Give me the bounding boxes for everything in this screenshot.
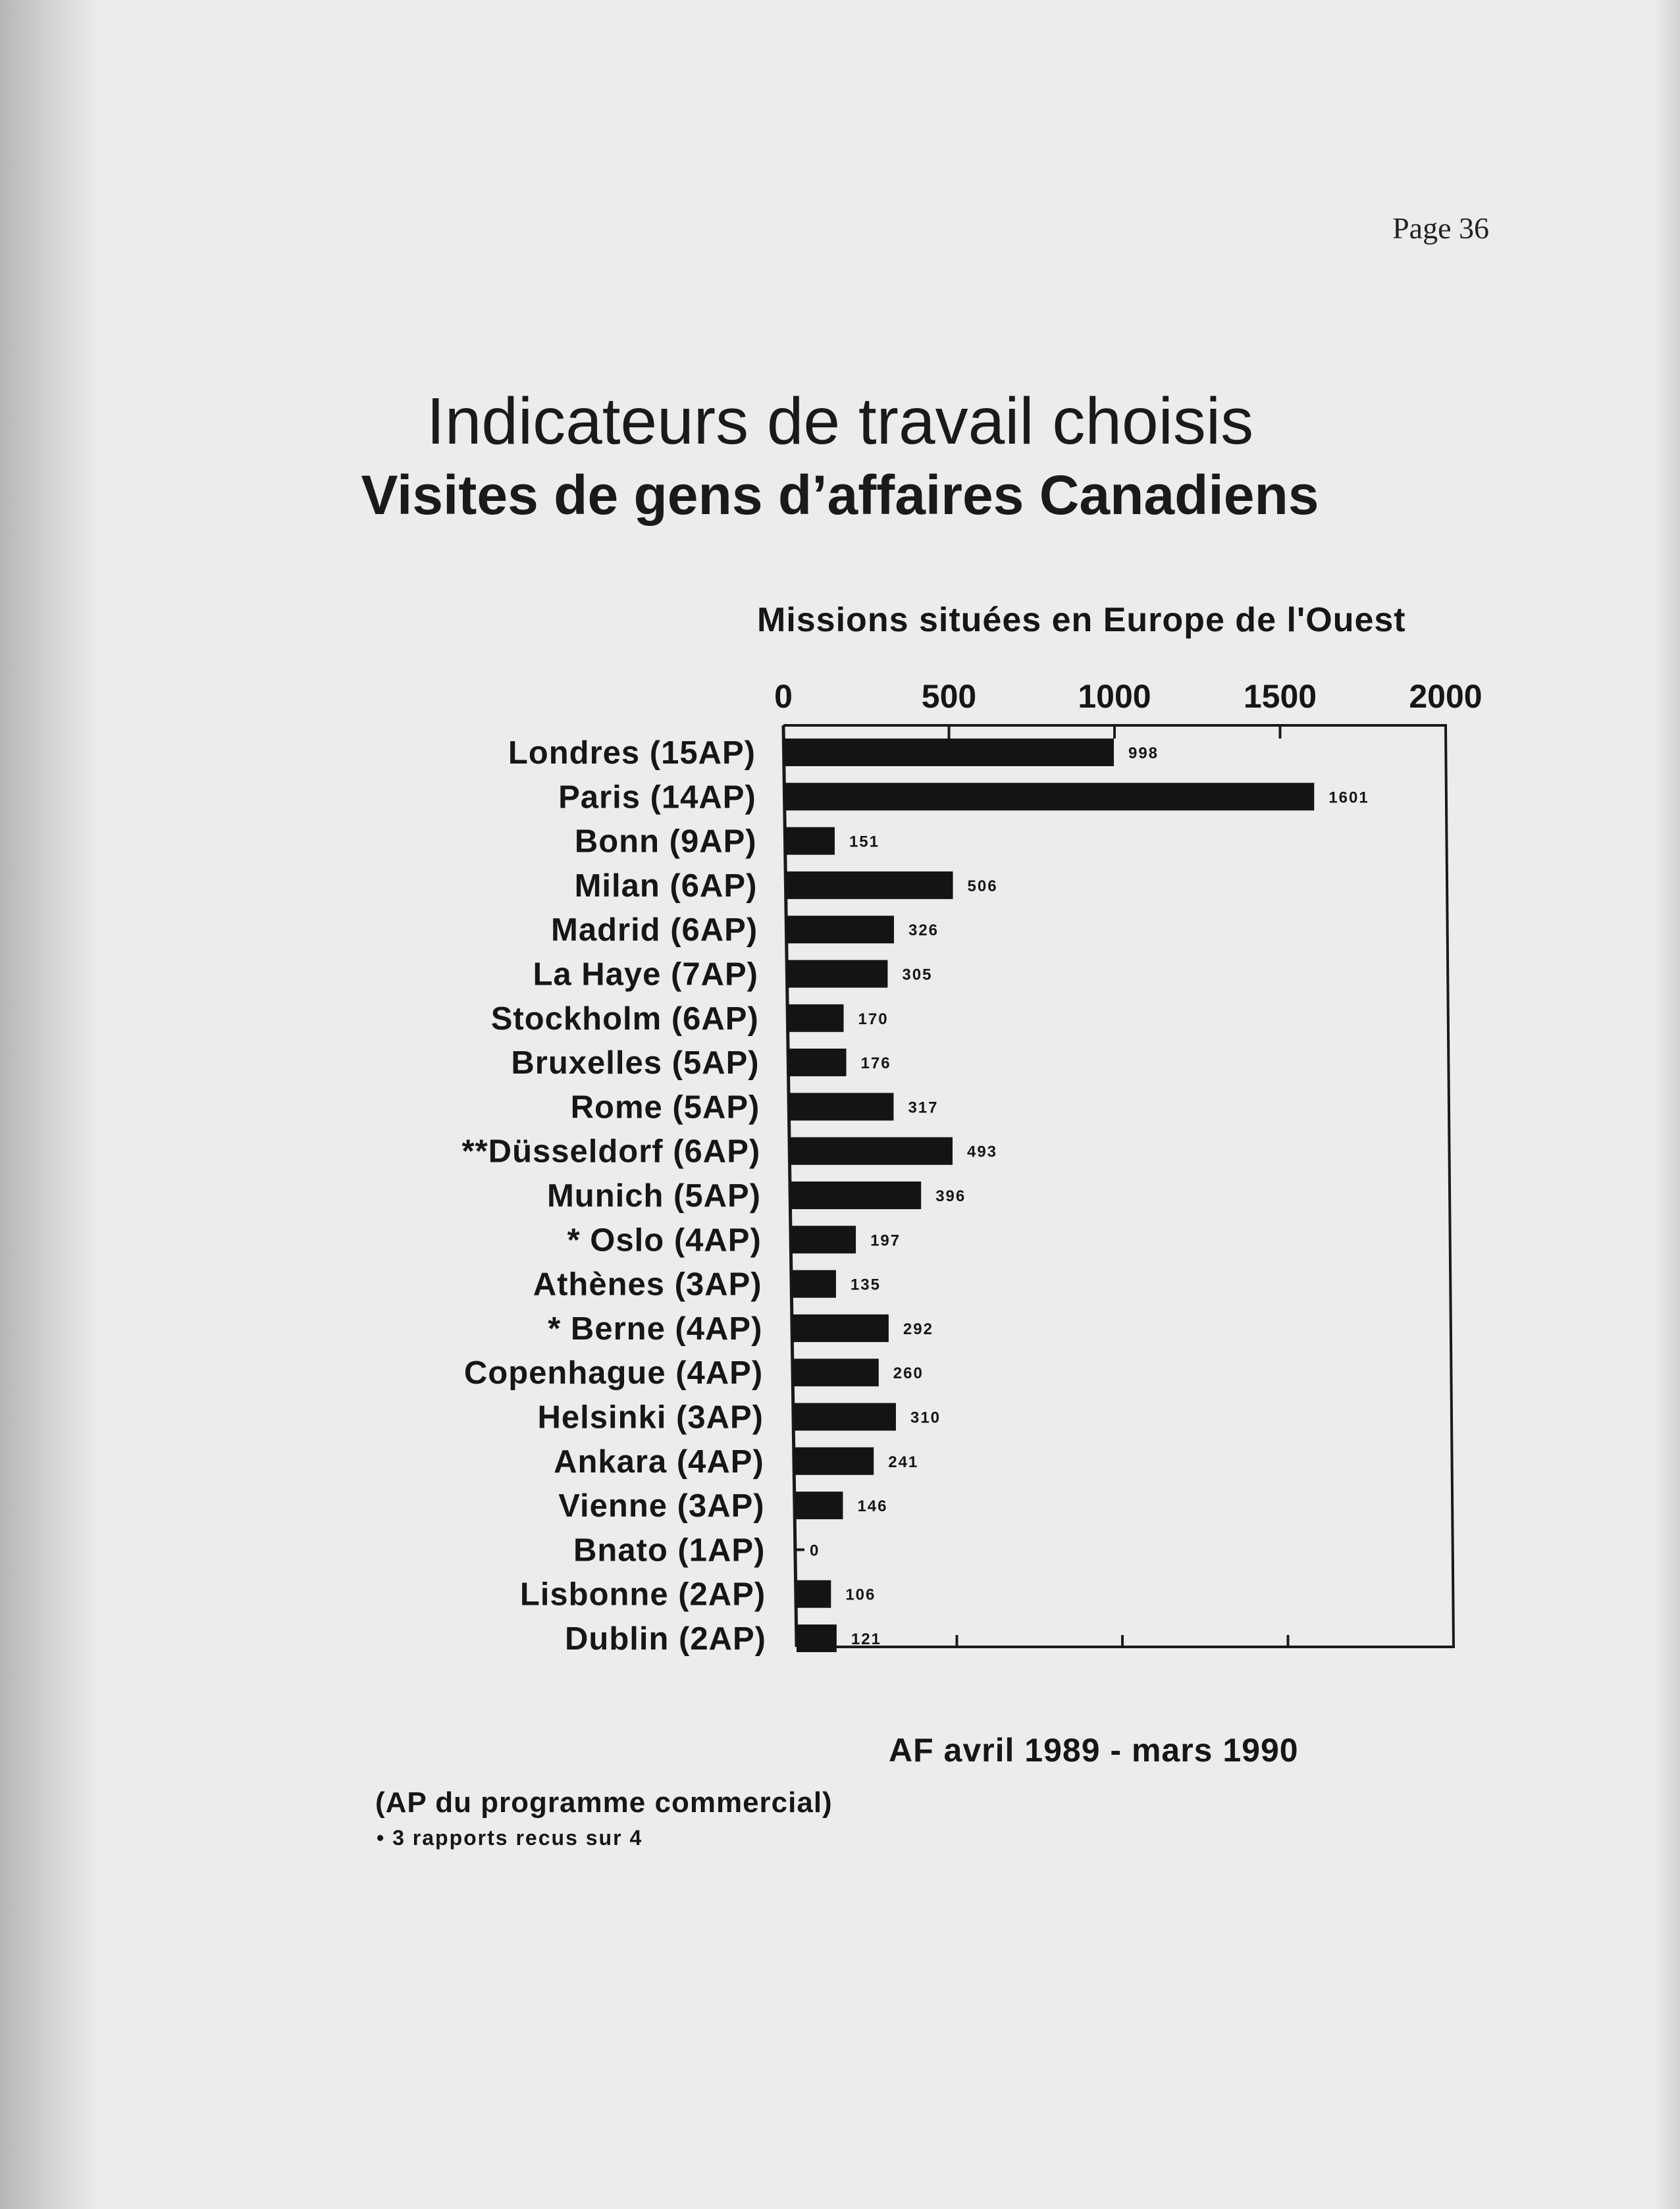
bar: [785, 871, 953, 899]
value-label: 0: [810, 1542, 820, 1560]
bar: [796, 1580, 831, 1608]
bar: [795, 1492, 843, 1519]
value-label: 146: [857, 1497, 888, 1516]
category-label: Madrid (6AP): [551, 912, 758, 949]
bar: [792, 1314, 889, 1342]
x-tick-label: 500: [921, 678, 977, 715]
category-label: Dublin (2AP): [565, 1621, 766, 1657]
bar: [786, 916, 894, 943]
category-label: Milan (6AP): [574, 868, 758, 904]
bar: [791, 1270, 836, 1298]
category-label: * Oslo (4AP): [567, 1222, 762, 1259]
category-label: Munich (5AP): [546, 1178, 761, 1214]
value-label: 197: [870, 1232, 901, 1250]
footnote-asterisk: • 3 rapports recus sur 4: [377, 1826, 643, 1850]
x-tick-label: 1500: [1243, 678, 1317, 715]
category-label: Stockholm (6AP): [490, 1001, 759, 1037]
chart-title: Missions situées en Europe de l'Ouest: [757, 601, 1406, 639]
bar: [793, 1359, 879, 1386]
category-label: Rome (5AP): [570, 1089, 760, 1126]
category-label: Vienne (3AP): [558, 1488, 765, 1524]
category-label: Lisbonne (2AP): [519, 1576, 766, 1613]
bar: [788, 1049, 847, 1076]
value-label: 292: [903, 1320, 933, 1338]
value-label: 241: [888, 1453, 919, 1471]
value-label: 121: [851, 1630, 881, 1648]
category-label: **Düsseldorf (6AP): [461, 1133, 761, 1170]
category-label: Athènes (3AP): [533, 1266, 762, 1303]
category-label: Ankara (4AP): [554, 1443, 764, 1480]
value-label: 506: [967, 877, 998, 895]
bar: [789, 1093, 893, 1120]
value-label: 1601: [1328, 789, 1369, 807]
page-title: Indicateurs de travail choisis: [426, 384, 1254, 458]
bar: [785, 827, 835, 855]
value-label: 326: [908, 922, 939, 940]
category-label: Bnato (1AP): [573, 1532, 766, 1569]
category-label: Helsinki (3AP): [537, 1399, 764, 1436]
bar: [797, 1624, 837, 1652]
category-label: Copenhague (4AP): [463, 1355, 764, 1391]
value-label: 135: [850, 1276, 881, 1294]
category-label: Bruxelles (5AP): [511, 1045, 760, 1081]
value-label: 260: [893, 1364, 924, 1383]
x-tick-label: 1000: [1078, 678, 1151, 715]
category-label: Londres (15AP): [508, 735, 756, 771]
category-label: Paris (14AP): [558, 779, 756, 816]
value-label: 493: [966, 1143, 998, 1161]
category-label: * Berne (4AP): [548, 1311, 763, 1347]
value-label: 170: [858, 1010, 889, 1028]
bar: [791, 1226, 856, 1253]
bar: [790, 1182, 921, 1209]
bar: [784, 783, 1314, 810]
fiscal-period-label: AF avril 1989 - mars 1990: [889, 1732, 1299, 1769]
value-label: 151: [849, 833, 879, 851]
page-subtitle: Visites de gens d’affaires Canadiens: [361, 464, 1319, 526]
bar: [794, 1447, 874, 1475]
page-number: Page 36: [1392, 211, 1489, 245]
category-label: La Haye (7AP): [533, 956, 758, 993]
value-label: 176: [860, 1054, 891, 1073]
footnote-ap: (AP du programme commercial): [375, 1786, 833, 1819]
value-label: 998: [1128, 744, 1159, 762]
bar: [793, 1403, 896, 1431]
value-label: 106: [845, 1586, 876, 1604]
category-label: Bonn (9AP): [574, 823, 757, 860]
bar: [787, 1004, 844, 1032]
value-label: 310: [910, 1409, 941, 1427]
bar: [787, 960, 887, 988]
value-label: 305: [902, 966, 933, 984]
bar: [789, 1137, 953, 1165]
bar: [783, 739, 1114, 766]
value-label: 396: [935, 1187, 966, 1205]
x-tick-label: 2000: [1409, 678, 1483, 715]
x-tick-label: 0: [774, 678, 793, 715]
value-label: 317: [908, 1099, 939, 1117]
